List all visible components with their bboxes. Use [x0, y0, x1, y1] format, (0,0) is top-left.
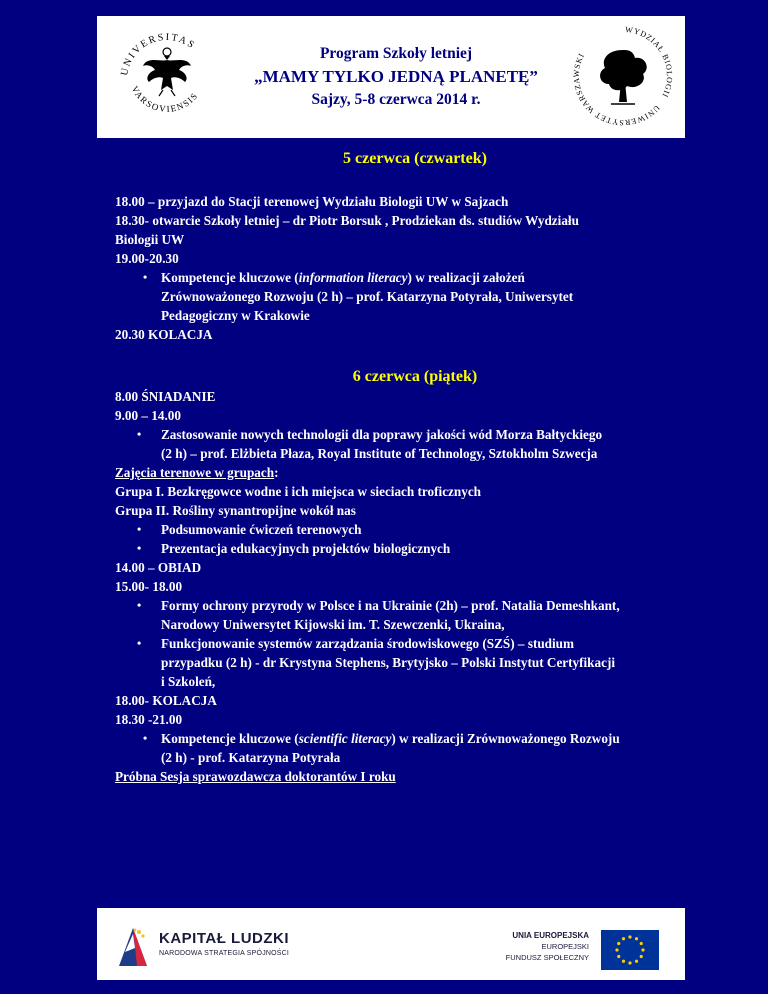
kapital-ludzki-title: KAPITAŁ LUDZKI: [159, 930, 290, 947]
day2-bullet6-post: ) w realizacji Zrównoważonego Rozwoju: [391, 731, 620, 746]
day2-bullet1: • Zastosowanie nowych technologii dla poprawy jakości wód Morza Bałtyckiego: [115, 425, 715, 444]
header-title: [217, 42, 575, 111]
logo-left-text-bottom: VARSOVIENSIS: [129, 84, 201, 115]
day2-bullet6-line2: (2 h) - prof. Katarzyna Potyrała: [161, 750, 341, 765]
eu-star: [640, 955, 643, 958]
day2-session: Próbna Sesja sprawozdawcza doktorantów I roku: [115, 769, 396, 784]
day1-line4: 19.00-20.30: [115, 251, 179, 266]
eagle-icon: [143, 48, 191, 96]
day2-bullet1-line2: (2 h) – prof. Elżbieta Płaza, Royal Institute of Technology, Sztokholm Szwecja: [161, 446, 598, 461]
eu-line3: FUNDUSZ SPOŁECZNY: [505, 953, 589, 962]
kapital-ludzki-logo-icon: [115, 922, 151, 970]
logo-left-text-top: UNIVERSITAS: [119, 31, 198, 77]
day1-bullet1-pre: Kompetencje kluczowe (: [161, 270, 299, 285]
header-line2: „MAMY TYLKO JEDNĄ PLANETĘ”: [254, 67, 538, 86]
field-colon: :: [274, 465, 279, 480]
day2-line2: 9.00 – 14.00: [115, 408, 181, 423]
day1-bullet1-line3: Pedagogiczny w Krakowie: [161, 308, 310, 323]
day1-title: 5 czerwca (czwartek): [343, 150, 487, 167]
day1-line1: 18.00 – przyjazd do Stacji terenowej Wydziału Biologii UW w Sajzach: [115, 194, 509, 209]
day1-bullet1-line2: Zrównoważonego Rozwoju (2 h) – prof. Katarzyna Potyrała, Uniwersytet: [161, 289, 574, 304]
header-line1: Program Szkoły letniej: [319, 45, 473, 62]
eu-star: [622, 937, 625, 940]
university-warsaw-logo: [113, 20, 221, 128]
day2-group1: Grupa I. Bezkręgowce wodne i ich miejsca w sieciach troficznych: [115, 484, 482, 499]
day2-line5: 18.00- KOLACJA: [115, 693, 217, 708]
svg-text:VARSOVIENSIS: [130, 84, 200, 114]
eu-star: [635, 960, 638, 963]
eu-star: [628, 935, 631, 938]
day2-title: 6 czerwca (piątek): [352, 368, 478, 385]
day2-bullet4: • Formy ochrony przyrody w Polsce i na Ukrainie (2h) – prof. Natalia Demeshkant,: [115, 596, 715, 615]
day2-bullet6-em: scientific literacy: [298, 731, 392, 746]
logo-right-text-bottom: UNIWERSYTET WARSZAWSKI: [571, 51, 662, 128]
eu-star: [617, 942, 620, 945]
eu-line2: EUROPEJSKI: [541, 942, 589, 951]
day2-bullet2: • Podsumowanie ćwiczeń terenowych: [115, 520, 715, 539]
header-banner: [97, 16, 685, 138]
eu-star: [635, 937, 638, 940]
logo-right-text-top: WYDZIAŁ BIOLOGII: [624, 24, 675, 100]
eu-star: [617, 955, 620, 958]
day1-line3: Biologii UW: [115, 232, 185, 247]
day2-bullet5-line3: i Szkoleń,: [161, 674, 216, 689]
eu-star: [628, 961, 631, 964]
day1-line2: 18.30- otwarcie Szkoły letniej – dr Piotr Borsuk , Prodziekan ds. studiów Wydziału: [115, 213, 579, 228]
day2-line6: 18.30 -21.00: [115, 712, 183, 727]
eu-text: [506, 930, 589, 963]
day2-line3: 14.00 – OBIAD: [115, 560, 202, 575]
day2-line4: 15.00- 18.00: [115, 579, 183, 594]
day1-bullet1-post: ) w realizacji założeń: [407, 270, 525, 285]
eu-star: [641, 948, 644, 951]
eu-star: [615, 948, 618, 951]
day1-schedule: [115, 192, 715, 344]
eu-line1: UNIA EUROPEJSKA: [512, 931, 589, 940]
faculty-biology-logo: [567, 20, 679, 132]
day2-bullet3: • Prezentacja edukacyjnych projektów biologicznych: [115, 539, 715, 558]
day2-schedule: [115, 387, 715, 786]
eu-star: [640, 942, 643, 945]
tree-icon: [600, 50, 647, 104]
day2-bullet6: [115, 729, 715, 748]
footer-banner: [97, 908, 685, 980]
day2-bullet5-line2: przypadku (2 h) - dr Krystyna Stephens, Brytyjsko – Polski Instytut Certyfikacji: [161, 655, 616, 670]
day2-field-heading: [115, 463, 715, 482]
day2-bullet6-pre: Kompetencje kluczowe (: [161, 731, 299, 746]
day2-line1: 8.00 ŚNIADANIE: [115, 389, 216, 404]
kapital-ludzki-subtitle: NARODOWA STRATEGIA SPÓJNOŚCI: [159, 950, 290, 957]
day2-bullet5: • Funkcjonowanie systemów zarządzania środowiskowego (SZŚ) – studium: [115, 634, 715, 653]
day2-bullet4-line2: Narodowy Uniwersytet Kijowski im. T. Szewczenki, Ukraina,: [161, 617, 505, 632]
eu-flag-icon: [601, 930, 659, 970]
field-activities-label: Zajęcia terenowe w grupach: [115, 465, 275, 480]
day1-bullet1-em: information literacy: [298, 270, 408, 285]
eu-star: [622, 960, 625, 963]
day1-line5: 20.30 KOLACJA: [115, 327, 213, 342]
day2-group2: Grupa II. Rośliny synantropijne wokół nas: [115, 503, 356, 518]
header-line3: Sajzy, 5-8 czerwca 2014 r.: [311, 91, 481, 108]
day1-bullet1: [115, 268, 715, 287]
